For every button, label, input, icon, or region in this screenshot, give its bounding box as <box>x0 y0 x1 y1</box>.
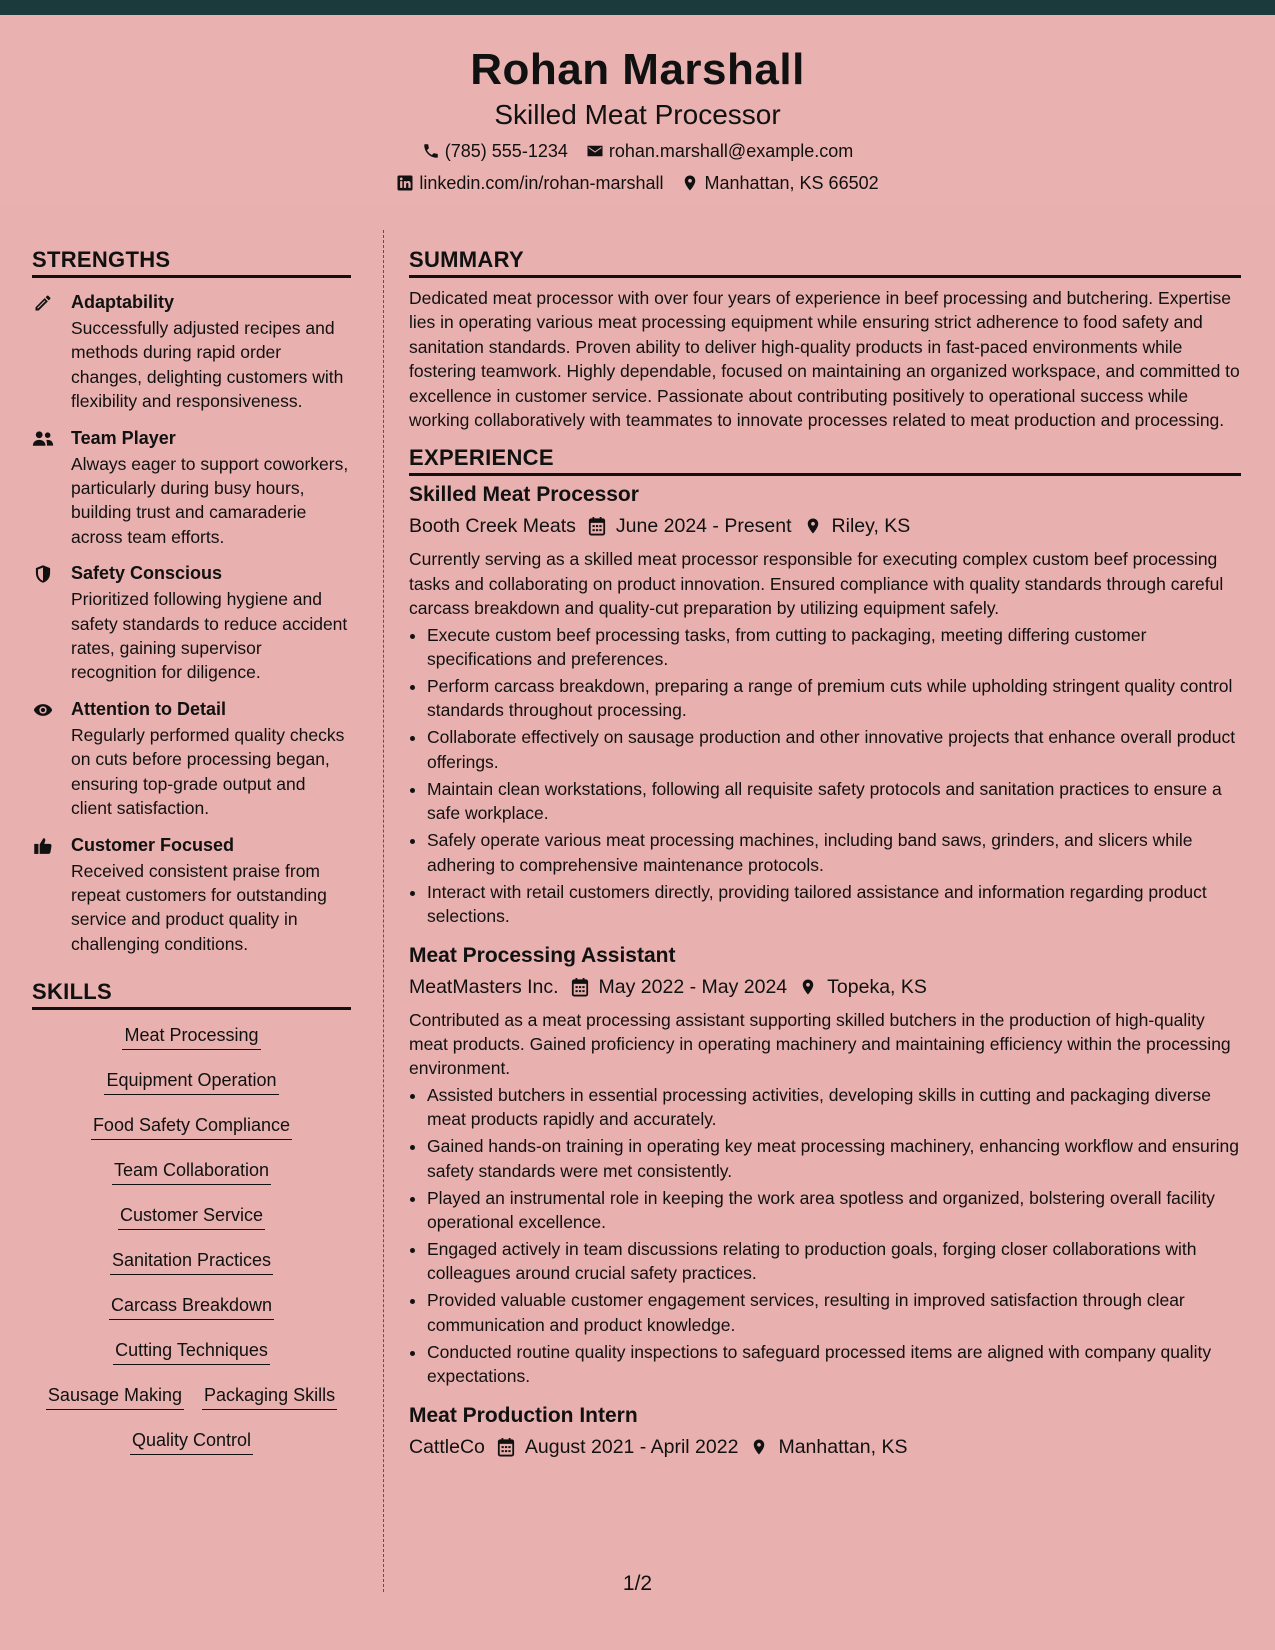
location-contact <box>681 172 878 194</box>
skill-row <box>32 1248 351 1293</box>
strength-item <box>32 698 351 821</box>
pencil-icon <box>32 293 54 313</box>
skill-tag: Quality Control <box>130 1428 253 1455</box>
skill-tag: Sausage Making <box>46 1383 184 1410</box>
calendar-icon <box>497 1437 515 1457</box>
job-description: Contributed as a meat processing assistant supporting skilled butchers in the production of high-quality meat products. Gained proficiency in operating machinery and maintaining efficiency within the processing environment. <box>409 1009 1231 1079</box>
summary-heading: SUMMARY <box>409 246 1241 278</box>
skill-tag: Cutting Techniques <box>113 1338 270 1365</box>
job-title: Meat Processing Assistant <box>409 943 676 967</box>
job-location <box>804 513 911 539</box>
skills-heading: SKILLS <box>32 978 351 1010</box>
job-bullet: • Execute custom beef processing tasks, from cutting to packaging, meeting differing customer specifications and preferences. <box>427 623 1241 672</box>
job-company: CattleCo <box>409 1435 485 1458</box>
left-column <box>32 246 351 1473</box>
map-pin-icon <box>804 516 822 536</box>
top-accent-bar <box>0 0 1275 15</box>
phone-icon <box>422 142 440 160</box>
job-bullet: • Conducted routine quality inspections to safeguard processed items are aligned with company quality expectations. <box>427 1340 1241 1389</box>
job-bullet: • Collaborate effectively on sausage production and other innovative projects that enhance overall product offerings. <box>427 725 1241 774</box>
job-meta <box>409 974 1241 1000</box>
job-dates <box>497 1434 739 1460</box>
shield-icon <box>32 564 54 584</box>
skill-row <box>32 1383 351 1428</box>
email-text[interactable]: rohan.marshall@example.com <box>608 141 854 161</box>
skill-row <box>32 1428 351 1473</box>
strength-title: Customer Focused <box>71 834 235 855</box>
job-title: Meat Production Intern <box>409 1403 638 1427</box>
eye-icon <box>32 700 54 720</box>
strength-desc: Received consistent praise from repeat customers for outstanding service and product quality in challenging conditions. <box>71 860 327 954</box>
strength-desc: Always eager to support coworkers, particularly during busy hours, building trust and camaraderie across team efforts. <box>71 453 349 547</box>
map-pin-icon <box>750 1437 768 1457</box>
experience-heading: EXPERIENCE <box>409 444 1241 476</box>
right-column <box>409 246 1241 1474</box>
strength-title: Attention to Detail <box>71 698 226 719</box>
phone-text: (785) 555-1234 <box>444 141 568 161</box>
skill-tag: Meat Processing <box>122 1023 260 1050</box>
strength-title: Adaptability <box>71 292 175 312</box>
strengths-heading: STRENGTHS <box>32 246 351 278</box>
job-bullet: • Provided valuable customer engagement services, resulting in improved satisfaction through clear communication and product knowledge. <box>427 1288 1241 1337</box>
skill-row <box>32 1023 351 1068</box>
job-location <box>750 1434 907 1460</box>
job-bullet: • Safely operate various meat processing machines, including band saws, grinders, and slicers while adhering to comprehensive maintenance protocols. <box>427 828 1241 877</box>
skill-tag: Carcass Breakdown <box>109 1293 274 1320</box>
job-title: Skilled Meat Processor <box>409 483 639 507</box>
calendar-icon <box>588 516 606 536</box>
linkedin-text[interactable]: linkedin.com/in/rohan-marshall <box>419 173 664 193</box>
skill-tag: Customer Service <box>118 1203 265 1230</box>
job-bullet: • Maintain clean workstations, following all requisite safety protocols and sanitation practices to ensure a safe workplace. <box>427 777 1241 826</box>
job-dates-text: August 2021 - April 2022 <box>524 1435 739 1458</box>
job-location-text: Manhattan, KS <box>778 1435 908 1458</box>
skills-list <box>32 1023 351 1473</box>
job-bullet: • Assisted butchers in essential processing activities, developing skills in cutting and packaging diverse meat products rapidly and accurately. <box>427 1083 1241 1132</box>
job-dates <box>588 513 792 539</box>
thumbs-up-icon <box>32 836 54 856</box>
job-dates <box>571 974 788 1000</box>
skill-row <box>32 1293 351 1338</box>
job-company: MeatMasters Inc. <box>409 975 559 998</box>
contact-row-1 <box>0 140 1275 162</box>
summary-text: Dedicated meat processor with over four years of experience in beef processing and butchering. Expertise lies in operating various meat processing equipment while ensuring strict adherence to food safety and sanitation standards. Proven ability to deliver high-quality products in fast-paced environments while fostering teamwork. Highly dependable, focused on maintaining an organized workspace, and committed to excellence in customer service. Passionate about contributing positively to operational success while working collaboratively with teammates to innovate processes related to meat production and processing. <box>409 288 1240 431</box>
strength-title: Team Player <box>71 427 176 448</box>
location-text: Manhattan, KS 66502 <box>704 173 879 193</box>
contact-row-2 <box>0 172 1275 194</box>
skill-row <box>32 1158 351 1203</box>
strength-item <box>32 427 351 550</box>
strength-desc: Prioritized following hygiene and safety standards to reduce accident rates, gaining supervisor recognition for diligence. <box>71 589 348 683</box>
phone-contact <box>422 140 568 162</box>
strength-item <box>32 291 351 414</box>
strength-title: Safety Conscious <box>71 563 223 584</box>
strength-item <box>32 562 351 685</box>
job-bullets <box>409 623 1241 929</box>
skill-tag: Packaging Skills <box>202 1383 337 1410</box>
linkedin-contact[interactable] <box>396 172 663 194</box>
job-location <box>799 974 927 1000</box>
job-entry <box>409 943 1241 1389</box>
candidate-name: Rohan Marshall <box>470 45 805 94</box>
skill-tag: Sanitation Practices <box>110 1248 273 1275</box>
calendar-icon <box>571 977 589 997</box>
job-entry <box>409 1403 1241 1460</box>
skill-row <box>32 1338 351 1383</box>
column-divider <box>383 230 384 1592</box>
job-bullet: • Played an instrumental role in keeping the work area spotless and organized, bolstering overall facility operational excellence. <box>427 1186 1241 1235</box>
job-bullet: • Gained hands-on training in operating key meat processing machinery, enhancing workflow and ensuring safety standards were met consistently. <box>427 1134 1241 1183</box>
strength-desc: Successfully adjusted recipes and methods during rapid order changes, delighting customers with flexibility and responsiveness. <box>71 318 344 412</box>
job-meta <box>409 513 1241 539</box>
job-entry <box>409 482 1241 928</box>
job-description: Currently serving as a skilled meat processor responsible for executing complex custom beef processing tasks and collaborating on product innovation. Ensured compliance with quality standards through careful carcass breakdown and quality-cut preparation by utilizing equipment safely. <box>409 549 1224 619</box>
skill-tag: Equipment Operation <box>104 1068 278 1095</box>
skill-row <box>32 1068 351 1113</box>
strength-item <box>32 834 351 957</box>
linkedin-icon <box>396 174 414 192</box>
skill-tag: Team Collaboration <box>112 1158 271 1185</box>
job-bullet: • Interact with retail customers directly, providing tailored assistance and information regarding product selections. <box>427 880 1241 929</box>
email-contact[interactable] <box>586 140 853 162</box>
skill-tag: Food Safety Compliance <box>91 1113 292 1140</box>
job-bullet: • Engaged actively in team discussions relating to production goals, forging closer collaborations with colleagues around crucial safety practices. <box>427 1237 1241 1286</box>
skill-row <box>32 1203 351 1248</box>
candidate-title: Skilled Meat Processor <box>494 99 781 130</box>
users-icon <box>32 429 54 449</box>
job-dates-text: May 2022 - May 2024 <box>598 975 788 998</box>
job-meta <box>409 1434 1241 1460</box>
job-dates-text: June 2024 - Present <box>615 515 792 538</box>
resume-header <box>0 15 1275 205</box>
skill-row <box>32 1113 351 1158</box>
job-location-text: Riley, KS <box>831 515 911 538</box>
strength-desc: Regularly performed quality checks on cuts before processing began, ensuring top-grade output and client satisfaction. <box>71 724 345 819</box>
job-location-text: Topeka, KS <box>827 975 927 998</box>
map-pin-icon <box>681 174 699 192</box>
job-bullet: • Perform carcass breakdown, preparing a range of premium cuts while upholding stringent quality control standards throughout processing. <box>427 674 1241 723</box>
job-bullets <box>409 1083 1241 1389</box>
job-company: Booth Creek Meats <box>409 515 576 538</box>
map-pin-icon <box>799 977 817 997</box>
envelope-icon <box>586 142 604 160</box>
page-number: 1/2 <box>622 1572 653 1595</box>
